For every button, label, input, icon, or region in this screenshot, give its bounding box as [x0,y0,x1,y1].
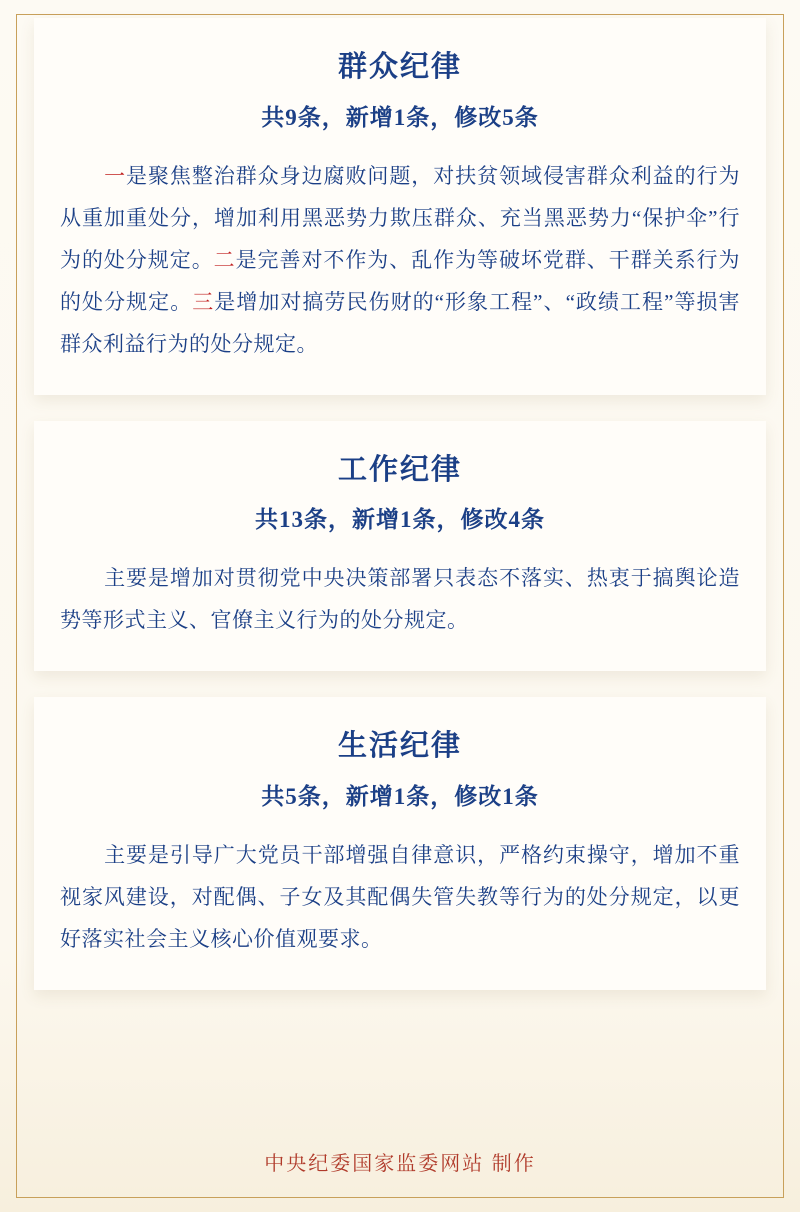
section-subtitle: 共5条，新增1条，修改1条 [261,784,539,810]
section-body-text-2: 是完善对不作为、乱作为等破坏党群、干群关系行为的处分规定。 [60,247,741,314]
section-body-text-1: 是聚焦整治群众身边腐败问题，对扶贫领域侵害群众利益的行为从重加重处分，增加利用黑恶势力欺压群众、充当黑恶势力“保护伞”行为的处分规定。 [60,163,741,272]
item-marker-one: 一 [104,163,127,188]
section-card-group-discipline [34,18,766,395]
section-body [60,557,740,641]
section-card-work-discipline [34,421,766,672]
item-marker-two: 二 [213,247,236,272]
section-title: 工作纪律 [337,453,462,486]
section-subtitle: 共9条，新增1条，修改5条 [261,104,539,130]
item-marker-three: 三 [192,289,215,314]
section-body-text-3: 是增加对搞劳民伤财的“形象工程”、“政绩工程”等损害群众利益行为的处分规定。 [60,289,741,356]
section-body-text-1: 主要是增加对贯彻党中央决策部署只表态不落实、热衷于搞舆论造势等形式主义、官僚主义行为的处分规定。 [60,566,740,633]
section-body [60,834,740,960]
section-body [60,155,740,365]
footer-credit: 中央纪委国家监委网站 制作 [264,1153,536,1175]
section-title: 群众纪律 [337,51,462,83]
section-title: 生活纪律 [337,730,462,763]
section-body-text-1: 主要是引导广大党员干部增强自律意识，严格约束操守，增加不重视家风建设，对配偶、子女及其配偶失管失教等行为的处分规定，以更好落实社会主义核心价值观要求。 [60,843,740,952]
section-card-life-discipline [34,697,766,990]
section-subtitle: 共13条，新增1条，修改4条 [255,507,545,533]
